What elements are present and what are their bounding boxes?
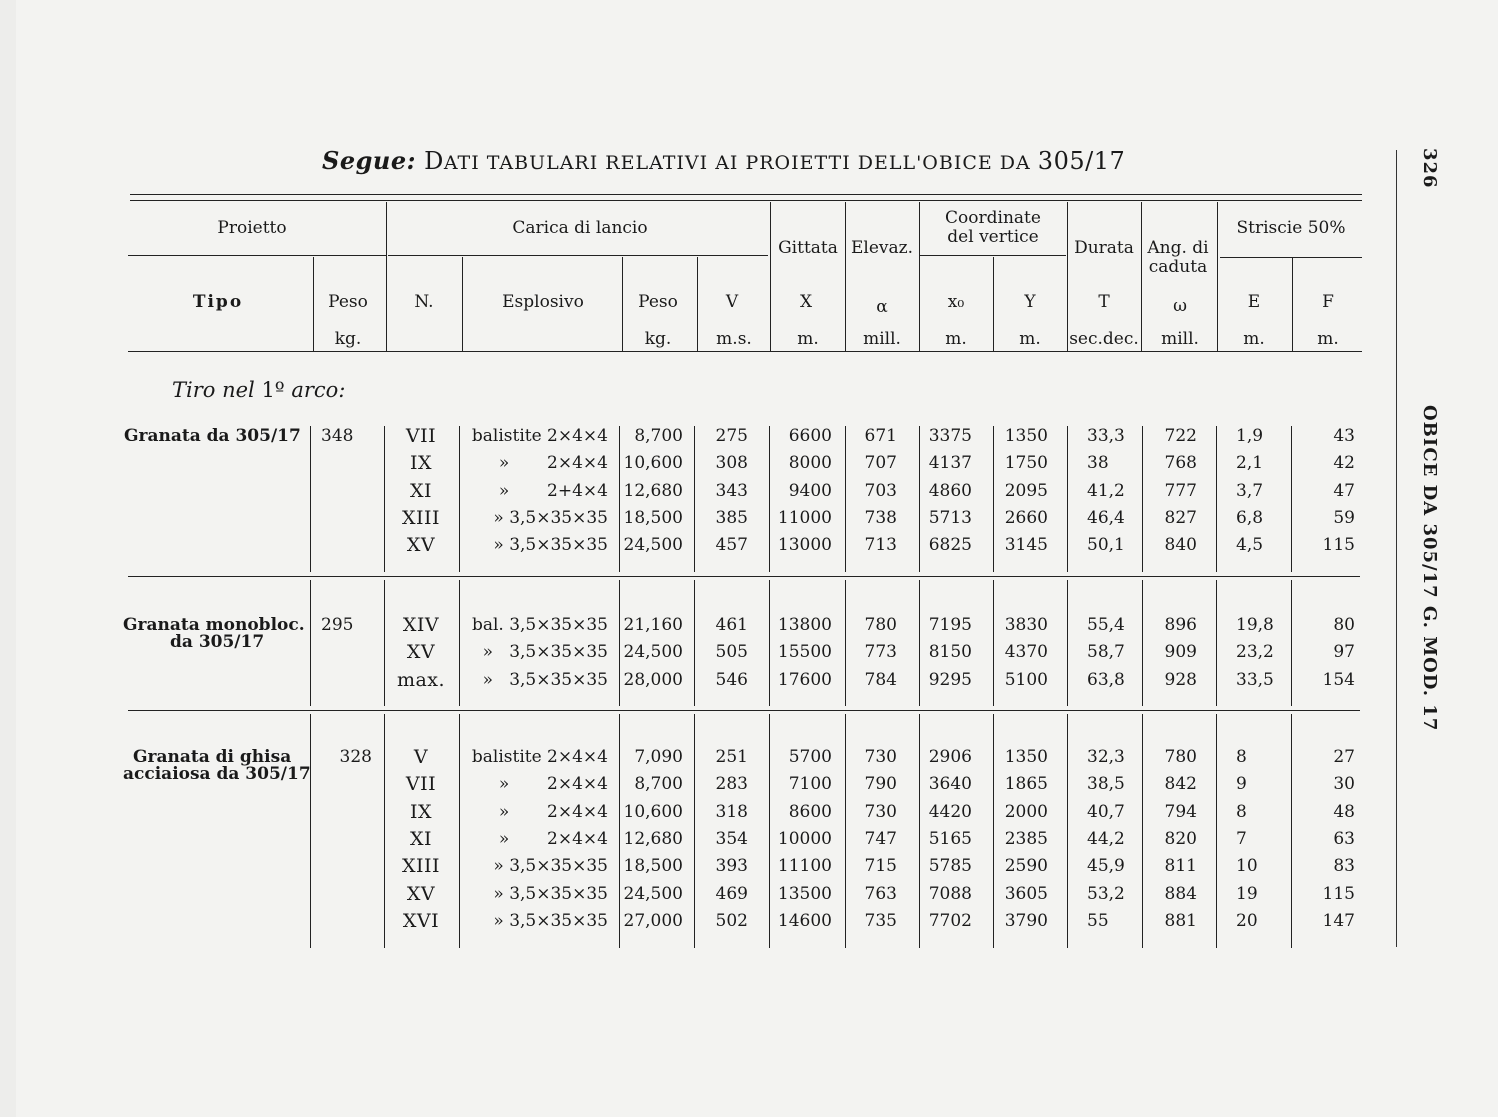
vrule-body-769-0 [769, 426, 770, 572]
velocity: 457 [715, 535, 748, 555]
fall-angle: 777 [1164, 481, 1197, 501]
elevation: 790 [864, 774, 897, 794]
vrule-body-845-0 [845, 426, 846, 572]
elevation: 747 [864, 829, 897, 849]
strip-e: 8 [1236, 747, 1247, 767]
charge-number: XV [406, 883, 436, 905]
vertex-x: 5165 [928, 829, 972, 849]
header-x: X [799, 292, 813, 312]
vrule-header-1067 [1067, 202, 1068, 352]
fall-angle: 811 [1164, 856, 1197, 876]
vrule-subheader-1292 [1292, 257, 1293, 352]
strip-e: 8 [1236, 802, 1247, 822]
unit-omega: mill. [1161, 329, 1199, 349]
vertex-y: 3830 [1004, 615, 1048, 635]
vrule-body-1291-1 [1291, 580, 1292, 706]
header-elevaz: Elevaz. [850, 238, 914, 258]
vrule-body-1291-0 [1291, 426, 1292, 572]
range: 8000 [788, 453, 832, 473]
vrule-body-310-1 [310, 580, 311, 706]
vrule-body-694-0 [694, 426, 695, 572]
vertex-x: 5785 [928, 856, 972, 876]
vertex-y: 2660 [1004, 508, 1048, 528]
strip-f: 115 [1322, 884, 1355, 904]
unit-e: m. [1243, 329, 1265, 349]
explosive: » 3,5×35×35 [493, 884, 608, 904]
vertex-x: 9295 [928, 670, 972, 690]
vrule-body-1216-2 [1216, 714, 1217, 948]
vertex-x: 8150 [928, 642, 972, 662]
velocity: 505 [715, 642, 748, 662]
vrule-body-694-1 [694, 580, 695, 706]
charge-weight: 24,500 [623, 535, 683, 555]
strip-f: 83 [1333, 856, 1355, 876]
range: 5700 [788, 747, 832, 767]
velocity: 251 [715, 747, 748, 767]
fall-angle: 909 [1164, 642, 1197, 662]
charge-number: XV [406, 641, 436, 663]
charge-weight: 7,090 [634, 747, 683, 767]
range: 11100 [777, 856, 832, 876]
vrule-body-919-1 [919, 580, 920, 706]
vertex-x: 7088 [928, 884, 972, 904]
vrule-body-619-0 [619, 426, 620, 572]
duration: 38 [1087, 453, 1109, 473]
projectile-weight: 295 [321, 615, 354, 635]
vertex-y: 1350 [1004, 426, 1048, 446]
vrule-body-1291-2 [1291, 714, 1292, 948]
vrule-body-384-2 [384, 714, 385, 948]
strip-e: 2,1 [1236, 453, 1264, 473]
vrule-body-993-1 [993, 580, 994, 706]
vertex-y: 3605 [1004, 884, 1048, 904]
vertex-x: 5713 [928, 508, 972, 528]
unit-t: sec.dec. [1069, 329, 1139, 349]
velocity: 385 [715, 508, 748, 528]
vrule-body-1216-0 [1216, 426, 1217, 572]
strip-f: 47 [1333, 481, 1355, 501]
range: 14600 [777, 911, 832, 931]
elevation: 730 [864, 802, 897, 822]
charge-weight: 21,160 [623, 615, 683, 635]
velocity: 283 [715, 774, 748, 794]
velocity: 461 [715, 615, 748, 635]
running-head-text: OBICE DA 305/17 G. MOD. 17 [1419, 405, 1440, 732]
strip-f: 154 [1322, 670, 1355, 690]
title-prefix: Segue: [322, 146, 416, 175]
vrule-body-694-2 [694, 714, 695, 948]
vrule-header-1217 [1217, 202, 1218, 352]
charge-number: IX [409, 801, 433, 823]
header-ang-2: caduta [1148, 257, 1208, 277]
header-v: V [725, 292, 739, 312]
rule-header-striscie [1220, 257, 1362, 258]
strip-f: 42 [1333, 453, 1355, 473]
vertex-x: 7702 [928, 911, 972, 931]
vrule-subheader-993 [993, 257, 994, 352]
fall-angle: 928 [1164, 670, 1197, 690]
section-label-b: 1º [261, 378, 285, 402]
vertex-x: 4137 [928, 453, 972, 473]
strip-e: 3,7 [1236, 481, 1264, 501]
duration: 46,4 [1087, 508, 1125, 528]
charge-number: XI [409, 480, 433, 502]
vertex-y: 2385 [1004, 829, 1048, 849]
fall-angle: 840 [1164, 535, 1197, 555]
charge-weight: 10,600 [623, 453, 683, 473]
strip-f: 30 [1333, 774, 1355, 794]
header-alpha: α [876, 297, 888, 317]
header-n: N. [414, 292, 434, 312]
header-coordinate-2: del vertice [947, 227, 1039, 247]
unit-peso-carica: kg. [644, 329, 672, 349]
range: 9400 [788, 481, 832, 501]
rule-group-1 [128, 576, 1360, 577]
vrule-body-459-1 [459, 580, 460, 706]
vrule-body-1142-2 [1142, 714, 1143, 948]
explosive: » 2×4×4 [498, 453, 608, 473]
vertex-x: 4420 [928, 802, 972, 822]
unit-peso: kg. [334, 329, 362, 349]
velocity: 343 [715, 481, 748, 501]
velocity: 308 [715, 453, 748, 473]
strip-f: 43 [1333, 426, 1355, 446]
strip-e: 9 [1236, 774, 1247, 794]
rule-header-carica [388, 255, 768, 256]
unit-alpha: mill. [863, 329, 901, 349]
vrule-body-919-0 [919, 426, 920, 572]
vrule-body-1067-1 [1067, 580, 1068, 706]
charge-weight: 10,600 [623, 802, 683, 822]
duration: 58,7 [1087, 642, 1125, 662]
strip-f: 48 [1333, 802, 1355, 822]
range: 15500 [777, 642, 832, 662]
rule-top-2 [130, 200, 1362, 201]
duration: 32,3 [1087, 747, 1125, 767]
velocity: 469 [715, 884, 748, 904]
duration: 33,3 [1087, 426, 1125, 446]
vertex-x: 2906 [928, 747, 972, 767]
vertex-y: 1865 [1004, 774, 1048, 794]
vrule-header-1141 [1141, 202, 1142, 352]
header-proietto: Proietto [217, 218, 287, 238]
elevation: 703 [864, 481, 897, 501]
elevation: 730 [864, 747, 897, 767]
strip-e: 7 [1236, 829, 1247, 849]
elevation: 738 [864, 508, 897, 528]
section-label [172, 378, 345, 402]
vertex-y: 1750 [1004, 453, 1048, 473]
explosive: » 3,5×35×35 [493, 911, 608, 931]
charge-number: XV [406, 534, 436, 556]
strip-e: 6,8 [1236, 508, 1264, 528]
strip-e: 19 [1236, 884, 1258, 904]
fall-angle: 881 [1164, 911, 1197, 931]
header-tipo: Tipo [192, 292, 244, 312]
unit-v: m.s. [716, 329, 752, 349]
vrule-subheader-462 [462, 257, 463, 352]
right-rule [1396, 150, 1397, 947]
velocity: 354 [715, 829, 748, 849]
header-gittata: Gittata [778, 238, 838, 258]
charge-number: XI [409, 828, 433, 850]
header-durata: Durata [1074, 238, 1134, 258]
duration: 40,7 [1087, 802, 1125, 822]
explosive: » 3,5×35×35 [482, 670, 608, 690]
vrule-body-1067-0 [1067, 426, 1068, 572]
elevation: 784 [864, 670, 897, 690]
velocity: 502 [715, 911, 748, 931]
fall-angle: 884 [1164, 884, 1197, 904]
velocity: 275 [715, 426, 748, 446]
charge-number: IX [409, 452, 433, 474]
range: 17600 [777, 670, 832, 690]
charge-number: VII [405, 425, 437, 447]
charge-number: XIII [401, 507, 441, 529]
vrule-header-919 [919, 202, 920, 352]
charge-number: max. [396, 669, 446, 691]
charge-number: VII [405, 773, 437, 795]
vertex-x: 3640 [928, 774, 972, 794]
unit-f: m. [1317, 329, 1339, 349]
vertex-y: 2590 [1004, 856, 1048, 876]
duration: 53,2 [1087, 884, 1125, 904]
explosive: » 2×4×4 [498, 774, 608, 794]
duration: 55 [1087, 911, 1109, 931]
vrule-body-1142-0 [1142, 426, 1143, 572]
rule-header-proietto [128, 255, 386, 256]
duration: 38,5 [1087, 774, 1125, 794]
velocity: 393 [715, 856, 748, 876]
strip-f: 27 [1333, 747, 1355, 767]
range: 13800 [777, 615, 832, 635]
elevation: 735 [864, 911, 897, 931]
range: 8600 [788, 802, 832, 822]
unit-y: m. [1019, 329, 1041, 349]
strip-f: 63 [1333, 829, 1355, 849]
fall-angle: 794 [1164, 802, 1197, 822]
explosive: » 3,5×35×35 [493, 535, 608, 555]
velocity: 318 [715, 802, 748, 822]
charge-weight: 8,700 [634, 426, 683, 446]
range: 13000 [777, 535, 832, 555]
fall-angle: 722 [1164, 426, 1197, 446]
title-caliber: 305/17 [1037, 147, 1126, 175]
projectile-weight: 328 [339, 747, 372, 767]
projectile-type: Granata di ghisa [133, 747, 292, 767]
charge-weight: 28,000 [623, 670, 683, 690]
title-first-letter: D [424, 147, 444, 175]
header-omega: ω [1173, 296, 1187, 316]
range: 7100 [788, 774, 832, 794]
velocity: 546 [715, 670, 748, 690]
vrule-body-769-2 [769, 714, 770, 948]
charge-weight: 24,500 [623, 642, 683, 662]
header-y: Y [1024, 292, 1036, 312]
charge-weight: 27,000 [623, 911, 683, 931]
vertex-y: 2000 [1004, 802, 1048, 822]
vrule-body-619-1 [619, 580, 620, 706]
unit-x0: m. [945, 329, 967, 349]
vrule-body-993-0 [993, 426, 994, 572]
title-text: ATI TABULARI RELATIVI AI PROIETTI DELL'OBICE DA [443, 152, 1038, 174]
fall-angle: 780 [1164, 747, 1197, 767]
vrule-subheader-697 [697, 257, 698, 352]
vrule-body-845-1 [845, 580, 846, 706]
charge-number: XIV [402, 614, 440, 636]
header-t: T [1098, 292, 1110, 312]
explosive: » 3,5×35×35 [482, 642, 608, 662]
range: 10000 [777, 829, 832, 849]
range: 6600 [788, 426, 832, 446]
vertex-x: 7195 [928, 615, 972, 635]
strip-e: 23,2 [1236, 642, 1274, 662]
vrule-subheader-313 [313, 257, 314, 352]
explosive: » 3,5×35×35 [493, 508, 608, 528]
charge-weight: 24,500 [623, 884, 683, 904]
vrule-body-384-0 [384, 426, 385, 572]
explosive: balistite 2×4×4 [471, 426, 608, 446]
unit-x: m. [797, 329, 819, 349]
vrule-body-310-2 [310, 714, 311, 948]
header-e: E [1247, 292, 1261, 312]
elevation: 713 [864, 535, 897, 555]
elevation: 671 [864, 426, 897, 446]
vrule-body-1216-1 [1216, 580, 1217, 706]
strip-e: 4,5 [1236, 535, 1264, 555]
strip-f: 147 [1322, 911, 1355, 931]
explosive: » 2×4×4 [498, 802, 608, 822]
vrule-subheader-622 [622, 257, 623, 352]
fall-angle: 842 [1164, 774, 1197, 794]
strip-f: 59 [1333, 508, 1355, 528]
elevation: 763 [864, 884, 897, 904]
vrule-body-845-2 [845, 714, 846, 948]
vertex-y: 2095 [1004, 481, 1048, 501]
strip-e: 19,8 [1236, 615, 1274, 635]
fall-angle: 827 [1164, 508, 1197, 528]
duration: 63,8 [1087, 670, 1125, 690]
charge-number: V [413, 746, 429, 768]
rule-header-coord [920, 255, 1066, 256]
header-esplosivo: Esplosivo [502, 292, 584, 312]
strip-f: 80 [1333, 615, 1355, 635]
header-carica: Carica di lancio [512, 218, 648, 238]
explosive: bal. 3,5×35×35 [471, 615, 608, 635]
explosive: » 2×4×4 [498, 829, 608, 849]
charge-weight: 12,680 [623, 481, 683, 501]
charge-weight: 18,500 [623, 508, 683, 528]
explosive: balistite 2×4×4 [471, 747, 608, 767]
explosive: » 3,5×35×35 [493, 856, 608, 876]
duration: 45,9 [1087, 856, 1125, 876]
fall-angle: 768 [1164, 453, 1197, 473]
projectile-weight: 348 [321, 426, 354, 446]
strip-e: 33,5 [1236, 670, 1274, 690]
projectile-type: Granata monobloc. [123, 615, 305, 635]
charge-weight: 12,680 [623, 829, 683, 849]
vertex-y: 4370 [1004, 642, 1048, 662]
elevation: 773 [864, 642, 897, 662]
vertex-y: 3145 [1004, 535, 1048, 555]
vertex-y: 3790 [1004, 911, 1048, 931]
strip-e: 20 [1236, 911, 1258, 931]
header-coordinate-1: Coordinate [945, 208, 1041, 228]
vrule-body-459-0 [459, 426, 460, 572]
duration: 41,2 [1087, 481, 1125, 501]
projectile-type: Granata da 305/17 [124, 426, 301, 446]
vrule-header-845 [845, 202, 846, 352]
duration: 50,1 [1087, 535, 1125, 555]
fall-angle: 820 [1164, 829, 1197, 849]
charge-number: XVI [402, 910, 440, 932]
vrule-body-919-2 [919, 714, 920, 948]
fall-angle: 896 [1164, 615, 1197, 635]
header-x0: x₀ [947, 292, 965, 312]
charge-weight: 18,500 [623, 856, 683, 876]
vrule-body-619-2 [619, 714, 620, 948]
vrule-body-993-2 [993, 714, 994, 948]
section-label-c: arco: [284, 378, 346, 402]
elevation: 715 [864, 856, 897, 876]
charge-weight: 8,700 [634, 774, 683, 794]
vertex-x: 4860 [928, 481, 972, 501]
explosive: » 2+4×4 [498, 481, 608, 501]
header-peso-carica: Peso [638, 292, 678, 312]
vertex-y: 5100 [1004, 670, 1048, 690]
range: 13500 [777, 884, 832, 904]
vrule-header-770 [770, 202, 771, 352]
strip-e: 1,9 [1236, 426, 1264, 446]
vertex-x: 6825 [928, 535, 972, 555]
projectile-type: acciaiosa da 305/17 [123, 764, 311, 784]
header-peso: Peso [328, 292, 368, 312]
duration: 55,4 [1087, 615, 1125, 635]
charge-number: XIII [401, 855, 441, 877]
section-label-a: Tiro nel [172, 378, 262, 402]
range: 11000 [777, 508, 832, 528]
elevation: 707 [864, 453, 897, 473]
vertex-y: 1350 [1004, 747, 1048, 767]
page-number: 326 [1419, 148, 1440, 189]
rule-top-1 [130, 194, 1362, 195]
vrule-body-1067-2 [1067, 714, 1068, 948]
strip-f: 115 [1322, 535, 1355, 555]
vertex-x: 3375 [928, 426, 972, 446]
vrule-body-1142-1 [1142, 580, 1143, 706]
rule-group-2 [128, 710, 1360, 711]
strip-e: 10 [1236, 856, 1258, 876]
duration: 44,2 [1087, 829, 1125, 849]
vrule-body-459-2 [459, 714, 460, 948]
header-striscie: Striscie 50% [1236, 218, 1346, 238]
vrule-body-310-0 [310, 426, 311, 572]
header-f: F [1322, 292, 1334, 312]
vrule-body-384-1 [384, 580, 385, 706]
elevation: 780 [864, 615, 897, 635]
header-ang-1: Ang. di [1147, 238, 1209, 258]
page-title [322, 146, 1222, 175]
projectile-type: da 305/17 [170, 632, 265, 652]
vrule-body-769-1 [769, 580, 770, 706]
vrule-header-386 [386, 202, 387, 352]
strip-f: 97 [1333, 642, 1355, 662]
